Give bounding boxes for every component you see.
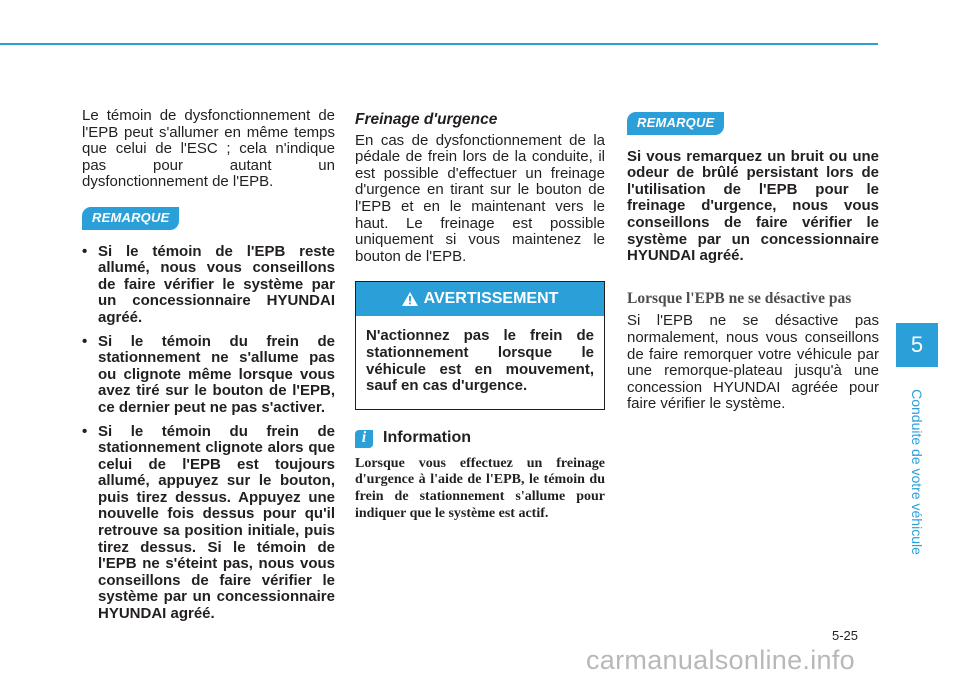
bullet-icon: •	[82, 422, 88, 440]
bullet-icon: •	[82, 332, 88, 350]
list-item-text: Si le témoin du frein de stationnement ne s'allume pas ou clignote même lorsque vous avez tiré sur le bouton de l'EPB, ce dernier peut ne pas s'activer.	[98, 332, 335, 416]
information-heading	[355, 430, 605, 448]
watermark: carmanualsonline.info	[586, 645, 855, 675]
chapter-number-tab: 5	[896, 323, 938, 367]
section-heading: Lorsque l'EPB ne se désactive pas	[627, 289, 852, 307]
warning-header	[356, 282, 604, 316]
information-title: Information	[383, 429, 471, 447]
header-rule	[0, 43, 878, 45]
warning-box	[355, 281, 605, 409]
section-body: Si l'EPB ne se désactive pas normalement, nous vous conseillons de faire remorquer votre véhicule par une remorque-plateau jusqu'à une concession HYUNDAI agréée pour faire vérifier le système.	[627, 312, 879, 413]
list-item-text: Si le témoin de l'EPB reste allumé, nous vous conseillons de faire vérifier le système par un concessionnaire HYUNDAI agréé.	[98, 242, 335, 326]
remarque-badge: REMARQUE	[627, 112, 724, 135]
section-body: En cas de dysfonctionnement de la pédale de frein lors de la conduite, il est possible d'effectuer un freinage d'urgence en tirant sur le bouton de l'EPB et en le maintenant vers le haut. Le freinage est possible uniquement si vous maintenez le bouton de l'EPB.	[355, 131, 605, 265]
list-item-text: Si le témoin du frein de stationnement clignote alors que celui de l'EPB est toujours allumé, appuyez sur le bouton, puis tirez dessus. Appuyez une nouvelle fois dessus pour qu'il retrouve sa position initiale, puis tirez dessus. Si le témoin de l'EPB ne s'éteint pas, nous vous conseillons de faire vérifier le système par un concessionnaire HYUNDAI agréé.	[98, 422, 335, 623]
page-number: 5-25	[832, 628, 859, 643]
information-text: Lorsque vous effectuez un freinage d'urgence à l'aide de l'EPB, le témoin du frein de stationnement s'allume pour indiquer que le système est actif.	[355, 455, 605, 521]
info-icon: i	[355, 430, 373, 448]
remarque-list	[82, 244, 335, 623]
warning-text: N'actionnez pas le frein de stationnement lorsque le véhicule est en mouvement, sauf en cas d'urgence.	[366, 327, 594, 395]
section-heading: Freinage d'urgence	[355, 111, 498, 128]
warning-label: AVERTISSEMENT	[423, 290, 559, 308]
list-item	[82, 244, 335, 327]
chapter-title: Conduite de votre véhicule	[909, 389, 925, 555]
intro-paragraph: Le témoin de dysfonctionnement de l'EPB peut s'allumer en même temps que celui de l'ESC ; cela n'indique pas pour autant un dysfonctionnement de l'EPB.	[82, 107, 335, 191]
list-item	[82, 424, 335, 623]
column-right	[627, 112, 879, 413]
remarque-text: Si vous remarquez un bruit ou une odeur de brûlé persistant lors de l'utilisation de l'EPB pour le freinage d'urgence, nous vous conseillons de faire vérifier le système par un concessionnaire HYUNDAI agréé.	[627, 147, 879, 265]
warning-triangle-icon	[402, 292, 418, 306]
bullet-icon: •	[82, 242, 88, 260]
list-item	[82, 334, 335, 417]
remarque-badge: REMARQUE	[82, 207, 179, 230]
column-left	[82, 108, 335, 630]
column-middle	[355, 112, 605, 522]
